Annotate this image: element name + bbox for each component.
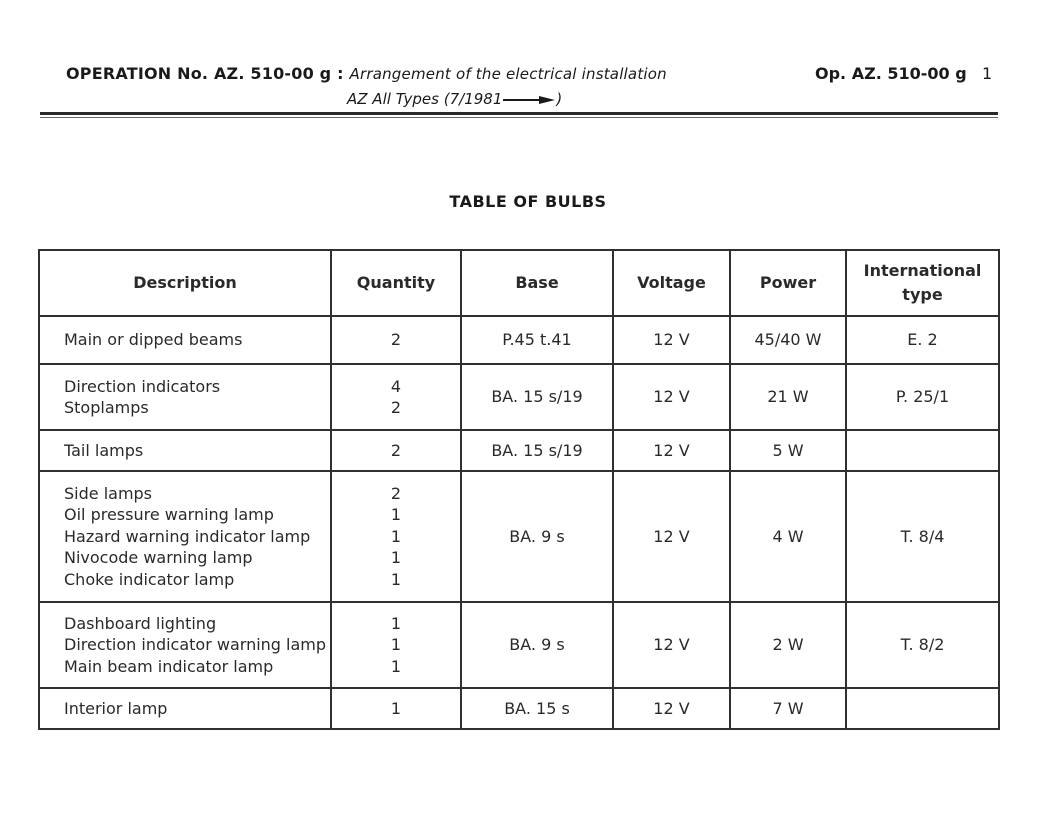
column-header-international-type-label: International type	[863, 261, 982, 304]
quantity-cell-line: 2	[390, 330, 402, 350]
voltage-cell: 12 V	[613, 688, 730, 729]
international-type-cell: T. 8/2	[846, 602, 999, 688]
description-cell	[39, 602, 331, 688]
quantity-cell-line: 1	[390, 613, 402, 633]
subtitle-suffix: )	[556, 90, 563, 108]
quantity-cell-line: 4	[390, 376, 402, 396]
quantity-cell	[331, 430, 461, 471]
quantity-cell	[331, 364, 461, 430]
operation-reference: Op. AZ. 510-00 g	[815, 64, 967, 83]
table-row	[39, 316, 999, 364]
quantity-cell-line: 1	[390, 698, 402, 718]
quantity-cell-line: 1	[390, 526, 402, 546]
description-cell-line: Main or dipped beams	[64, 330, 243, 350]
column-header-description: Description	[39, 250, 331, 316]
international-type-cell: P. 25/1	[846, 364, 999, 430]
bulbs-table	[38, 249, 1000, 730]
base-cell: BA. 9 s	[461, 471, 613, 602]
description-cell-line: Choke indicator lamp	[64, 569, 235, 589]
international-type-cell: T. 8/4	[846, 471, 999, 602]
column-header-international-type	[846, 250, 999, 316]
international-type-cell	[846, 688, 999, 729]
table-title: TABLE OF BULBS	[449, 192, 607, 211]
description-cell	[39, 316, 331, 364]
column-header-quantity: Quantity	[331, 250, 461, 316]
description-cell-line: Main beam indicator lamp	[64, 656, 274, 676]
heading-separator: :	[337, 64, 344, 83]
voltage-cell: 12 V	[613, 471, 730, 602]
right-arrow-icon	[503, 95, 555, 105]
voltage-cell: 12 V	[613, 602, 730, 688]
column-header-voltage: Voltage	[613, 250, 730, 316]
description-cell	[39, 430, 331, 471]
power-cell: 5 W	[730, 430, 846, 471]
power-cell: 7 W	[730, 688, 846, 729]
base-cell: BA. 15 s/19	[461, 430, 613, 471]
international-type-cell: E. 2	[846, 316, 999, 364]
table-body	[39, 316, 999, 729]
description-cell-line: Oil pressure warning lamp	[64, 505, 274, 525]
description-cell	[39, 364, 331, 430]
international-type-cell	[846, 430, 999, 471]
description-cell	[39, 688, 331, 729]
voltage-cell: 12 V	[613, 430, 730, 471]
table-header-row	[39, 250, 999, 316]
operation-subtitle	[347, 90, 562, 108]
description-cell-line: Hazard warning indicator lamp	[64, 526, 311, 546]
base-cell: P.45 t.41	[461, 316, 613, 364]
power-cell: 21 W	[730, 364, 846, 430]
quantity-cell	[331, 471, 461, 602]
description-cell-line: Interior lamp	[64, 698, 168, 718]
power-cell: 2 W	[730, 602, 846, 688]
column-header-power: Power	[730, 250, 846, 316]
table-row	[39, 688, 999, 729]
quantity-cell-line: 1	[390, 656, 402, 676]
quantity-cell	[331, 316, 461, 364]
power-cell: 4 W	[730, 471, 846, 602]
description-cell-line: Tail lamps	[64, 440, 144, 460]
description-cell-line: Dashboard lighting	[64, 613, 217, 633]
description-cell-line: Side lamps	[64, 483, 153, 503]
page-number: 1	[982, 64, 993, 83]
subtitle-prefix: AZ All Types (7/1981	[347, 90, 503, 108]
quantity-cell-line: 2	[390, 483, 402, 503]
description-cell-line: Direction indicator warning lamp	[64, 635, 327, 655]
operation-label: OPERATION No. AZ. 510-00 g	[66, 64, 332, 83]
page-header	[0, 0, 1043, 130]
voltage-cell: 12 V	[613, 364, 730, 430]
quantity-cell-line: 1	[390, 505, 402, 525]
quantity-cell-line: 1	[390, 635, 402, 655]
description-cell	[39, 471, 331, 602]
table-row	[39, 430, 999, 471]
description-cell-line: Direction indicators	[64, 376, 221, 396]
quantity-cell-line: 1	[390, 548, 402, 568]
operation-heading	[66, 64, 667, 83]
quantity-cell-line: 2	[390, 440, 402, 460]
table-row	[39, 364, 999, 430]
operation-title: Arrangement of the electrical installation	[349, 65, 667, 83]
column-header-base: Base	[461, 250, 613, 316]
base-cell: BA. 15 s	[461, 688, 613, 729]
description-cell-line: Nivocode warning lamp	[64, 548, 253, 568]
table-row	[39, 602, 999, 688]
header-rule-thin	[40, 117, 998, 118]
header-rule	[40, 112, 998, 115]
quantity-cell-line: 1	[390, 569, 402, 589]
base-cell: BA. 15 s/19	[461, 364, 613, 430]
base-cell: BA. 9 s	[461, 602, 613, 688]
quantity-cell-line: 2	[390, 398, 402, 417]
power-cell: 45/40 W	[730, 316, 846, 364]
voltage-cell: 12 V	[613, 316, 730, 364]
quantity-cell	[331, 688, 461, 729]
description-cell-line: Stoplamps	[64, 398, 149, 417]
quantity-cell	[331, 602, 461, 688]
table-row	[39, 471, 999, 602]
